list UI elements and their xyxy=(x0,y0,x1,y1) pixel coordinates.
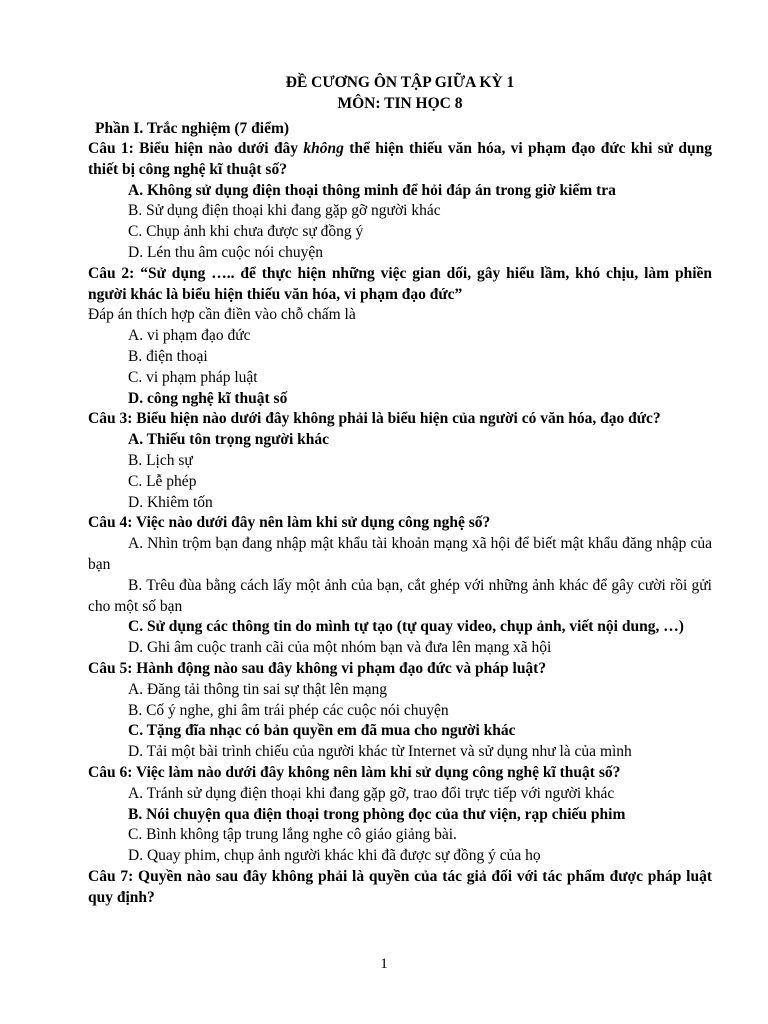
question-1-option-a: A. Không sử dụng điện thoại thông minh để hỏi đáp án trong giờ kiểm tra xyxy=(128,181,616,199)
page-number: 1 xyxy=(380,956,388,972)
question-2-option-a: A. vi phạm đạo đức xyxy=(128,327,251,345)
question-3-option-a: A. Thiếu tôn trọng người khác xyxy=(128,431,330,449)
question-5-option-a: A. Đăng tải thông tin sai sự thật lên mạng xyxy=(128,680,387,698)
question-1-option-b: B. Sử dụng điện thoại khi đang gặp gỡ người khác xyxy=(128,202,441,220)
question-6-option-d: D. Quay phim, chụp ảnh người khác khi đã được sự đồng ý của họ xyxy=(128,847,541,865)
question-2: Câu 2: “Sử dụng ….. để thực hiện những việc gian dối, gây hiểu lầm, khó chịu, làm phiền người khác là biểu hiện thiếu văn hóa, vi phạm đạo đức” xyxy=(88,264,712,303)
question-2-option-c: C. vi phạm pháp luật xyxy=(128,368,258,386)
question-2-option-d: D. công nghệ kĩ thuật số xyxy=(128,389,288,407)
question-4-option-d: D. Ghi âm cuộc tranh cãi của một nhóm bạn và đưa lên mạng xã hội xyxy=(128,639,552,657)
document-title: ĐỀ CƯƠNG ÔN TẬP GIỮA KỲ 1 xyxy=(285,74,515,91)
question-6-option-c: C. Bình không tập trung lắng nghe cô giáo giảng bài. xyxy=(128,826,457,844)
question-6-option-b: B. Nói chuyện qua điện thoại trong phòng đọc của thư viện, rạp chiếu phim xyxy=(128,805,626,823)
question-3-option-c: C. Lễ phép xyxy=(128,472,197,490)
document-page xyxy=(88,72,712,908)
question-3-option-d: D. Khiêm tốn xyxy=(128,493,213,511)
question-3: Câu 3: Biểu hiện nào dưới đây không phải là biểu hiện của người có văn hóa, đạo đức? xyxy=(88,410,661,428)
question-6-option-a: A. Tránh sử dụng điện thoại khi đang gặp gỡ, trao đổi trực tiếp với người khác xyxy=(128,784,615,802)
question-1-suffix: thể hiện thiếu văn hóa, vi phạm đạo đức khi sử dụng thiết bị công nghệ kĩ thuật số? xyxy=(88,140,712,178)
question-2-option-b: B. điện thoại xyxy=(128,347,208,365)
question-7: Câu 7: Quyền nào sau đây không phải là quyền của tác giả đối với tác phẩm được pháp luật quy định? xyxy=(88,867,712,906)
section-heading: Phần I. Trắc nghiệm (7 điểm) xyxy=(95,120,290,137)
question-5-option-b: B. Cố ý nghe, ghi âm trái phép các cuộc nói chuyện xyxy=(128,701,449,719)
question-1-prefix: Câu 1: Biểu hiện nào dưới đây xyxy=(88,140,304,157)
question-5: Câu 5: Hành động nào sau đây không vi phạm đạo đức và pháp luật? xyxy=(88,659,547,677)
question-1-option-c: C. Chụp ảnh khi chưa được sự đồng ý xyxy=(128,223,364,241)
question-1-emphasis: không xyxy=(303,140,344,157)
question-5-option-d: D. Tải một bài trình chiếu của người khác từ Internet và sử dụng như là của mình xyxy=(128,743,632,761)
question-6: Câu 6: Việc làm nào dưới đây không nên làm khi sử dụng công nghệ kĩ thuật số? xyxy=(88,763,621,781)
subject-title: MÔN: TIN HỌC 8 xyxy=(337,95,463,112)
question-4-option-b: B. Trêu đùa bằng cách lấy một ảnh của bạn, cắt ghép với những ảnh khác để gây cười rồi gửi cho một số bạn xyxy=(88,576,712,615)
question-1-option-d: D. Lén thu âm cuộc nói chuyện xyxy=(128,243,323,261)
question-4-option-c: C. Sử dụng các thông tin do mình tự tạo (tự quay video, chụp ảnh, viết nội dung, …) xyxy=(128,618,684,636)
question-3-option-b: B. Lịch sự xyxy=(128,451,193,469)
question-1 xyxy=(88,139,712,181)
question-2-instruction: Đáp án thích hợp cần điền vào chỗ chấm là xyxy=(88,306,356,324)
question-4-option-a: A. Nhìn trộm bạn đang nhập mật khẩu tài khoản mạng xã hội để biết mật khẩu đăng nhập của bạn xyxy=(88,535,712,573)
question-4: Câu 4: Việc nào dưới đây nên làm khi sử dụng công nghệ số? xyxy=(88,514,491,532)
question-5-option-c: C. Tặng đĩa nhạc có bản quyền em đã mua cho người khác xyxy=(128,722,516,740)
